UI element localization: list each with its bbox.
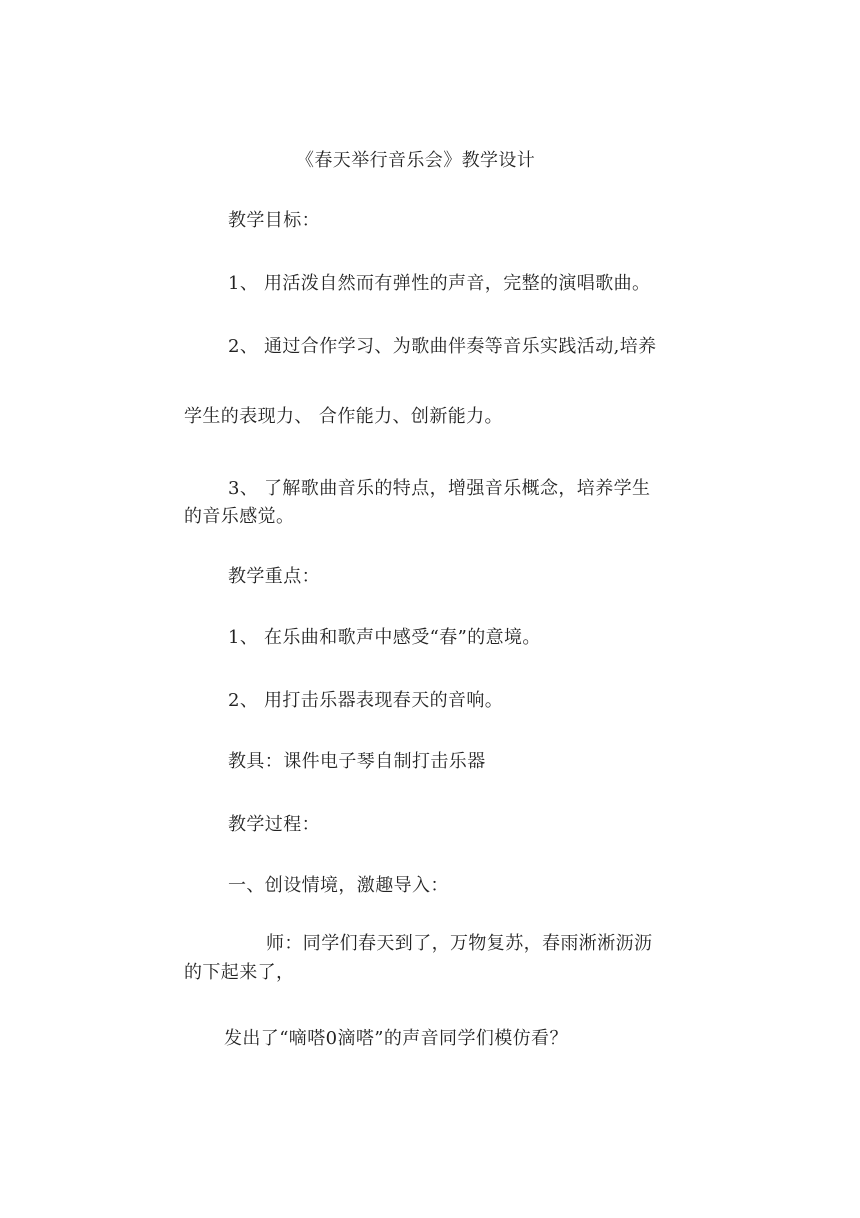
goal-item-2-continuation: 学生的表现力、 合作能力、创新能力。 <box>184 406 503 427</box>
teacher-dialogue-line-2: 发出了“嘀嗒0滴嗒”的声音同学们模仿看？ <box>224 1028 568 1049</box>
key-points-heading: 教学重点： <box>228 566 320 587</box>
goal-number: 2、 <box>228 336 259 357</box>
key-number: 2、 <box>228 690 259 711</box>
teacher-dialogue-line: 师：同学们春天到了，万物复苏，春雨淅淅沥沥 <box>266 933 653 954</box>
goal-item-2 <box>228 335 657 359</box>
section-heading-1: 一、创设情境，激趣导入： <box>228 875 449 896</box>
goal-text: 了解歌曲音乐的特点，增强音乐概念，培养学生 <box>264 478 651 499</box>
key-text: 用打击乐器表现春天的音响。 <box>264 690 504 711</box>
goals-heading: 教学目标： <box>228 210 320 231</box>
key-number: 1、 <box>228 627 259 648</box>
goal-item-3 <box>228 477 650 501</box>
process-heading: 教学过程： <box>228 814 320 835</box>
goal-item-3-continuation: 的音乐感觉。 <box>184 506 295 527</box>
goal-number: 3、 <box>228 478 259 499</box>
teacher-dialogue-continuation: 的下起来了， <box>184 962 295 983</box>
teaching-tools: 教具：课件电子琴自制打击乐器 <box>228 751 486 772</box>
key-text: 在乐曲和歌声中感受“春”的意境。 <box>264 627 541 648</box>
goal-text: 通过合作学习、为歌曲伴奏等音乐实践活动,培养 <box>264 336 657 357</box>
goal-number: 1、 <box>228 273 259 294</box>
key-point-1 <box>228 626 541 650</box>
key-point-2 <box>228 689 503 713</box>
goal-text: 用活泼自然而有弹性的声音，完整的演唱歌曲。 <box>264 273 651 294</box>
goal-item-1 <box>228 272 650 296</box>
document-title: 《春天举行音乐会》教学设计 <box>296 150 536 171</box>
